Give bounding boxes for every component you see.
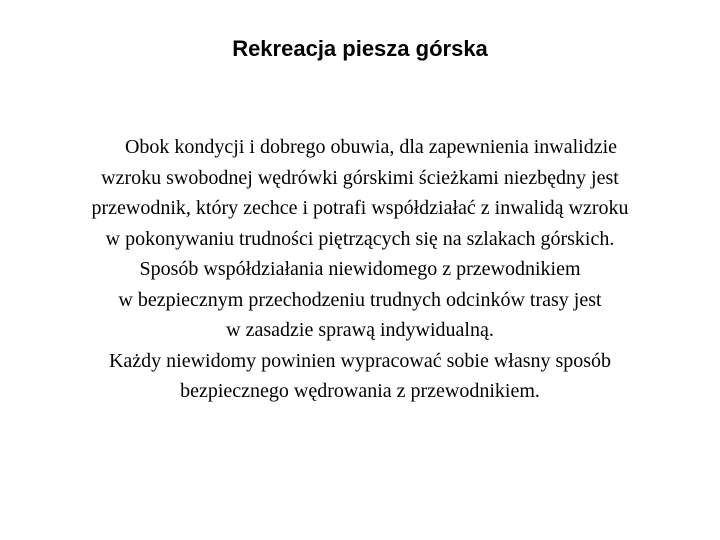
body-line: Każdy niewidomy powinien wypracować sobie własny sposób [108, 349, 612, 372]
body-line: bezpiecznego wędrowania z przewodnikiem. [180, 380, 540, 402]
body-line: przewodnik, który zechce i potrafi współdziałać z inwalidą wzroku [91, 197, 629, 219]
body-line: w zasadzie sprawą indywidualną. [226, 319, 494, 341]
body-line: w pokonywaniu trudności piętrzących się na szlakach górskich. [105, 227, 615, 250]
body-line: wzroku swobodnej wędrówki górskimi ścieżkami niezbędny jest [101, 166, 619, 189]
slide-title: Rekreacja piesza górska [232, 36, 488, 61]
body-line: Sposób współdziałania niewidomego z przewodnikiem [139, 258, 581, 280]
slide-body [20, 132, 700, 407]
body-line: w bezpiecznym przechodzeniu trudnych odcinków trasy jest [118, 288, 602, 311]
body-line: Obok kondycji i dobrego obuwia, dla zapewnienia inwalidzie [124, 136, 618, 158]
